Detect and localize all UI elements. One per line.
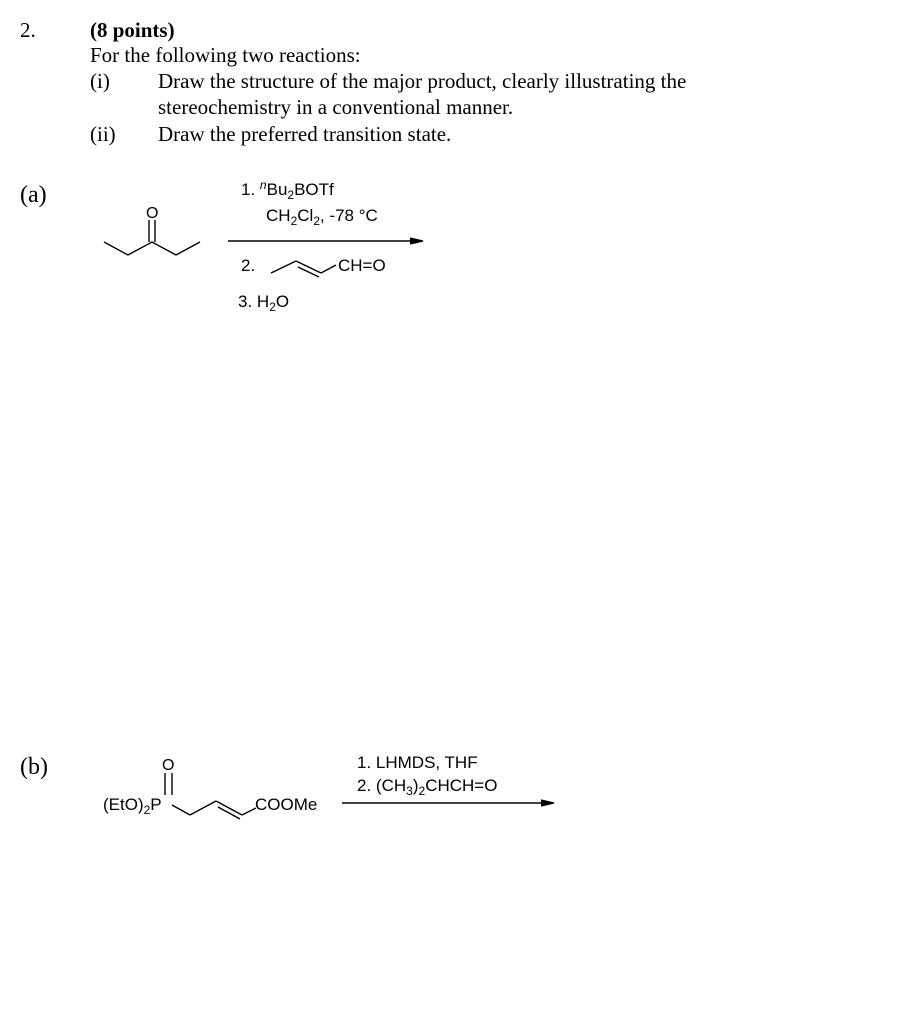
step-a3-b: O xyxy=(275,292,290,311)
part-i-text-line1: Draw the structure of the major product, clearly illustrating the xyxy=(158,69,687,93)
reaction-a-label: (a) xyxy=(20,182,47,208)
step-a1-reagent-a: Bu xyxy=(266,180,288,199)
step-a1-cond-sub2: 2 xyxy=(313,214,320,228)
ester-group: COOMe xyxy=(255,795,318,814)
chain-bond-1 xyxy=(172,805,190,815)
step-a1-reagent-sub: 2 xyxy=(287,188,295,202)
phosphonate-sub: 2 xyxy=(143,803,151,817)
step-a1-cond-sub1: 2 xyxy=(290,214,298,228)
part-i-text-line2: stereochemistry in a conventional manner. xyxy=(158,95,514,119)
step-a1-reagent-b: BOTf xyxy=(294,180,334,199)
phosphonate-oxygen: O xyxy=(162,757,175,774)
part-ii-text: Draw the preferred transition state. xyxy=(158,122,452,146)
reaction-b-arrow-head xyxy=(541,800,554,806)
chain-bond-4 xyxy=(242,808,256,815)
part-ii-label: (ii) xyxy=(90,122,116,146)
step-a3-a: H xyxy=(256,292,270,311)
question-points: (8 points) xyxy=(90,18,175,42)
step-a1-superscript: n xyxy=(259,178,267,192)
step-b2-c: CHCH=O xyxy=(425,776,498,795)
phosphonate-a: (EtO) xyxy=(103,795,144,814)
step-a3-number: 3. xyxy=(238,292,253,311)
chain-bond-2 xyxy=(190,801,216,815)
step-a2-aldehyde: CH=O xyxy=(338,256,386,275)
phosphonate-b: P xyxy=(150,795,162,814)
step-a1-cond-a: CH xyxy=(266,206,291,225)
step-a3-sub: 2 xyxy=(269,300,276,314)
step-b2-number: 2. xyxy=(357,776,372,795)
step-b2-a: (CH xyxy=(375,776,407,795)
step-a1-cond-b: Cl xyxy=(297,206,314,225)
phosphonate-group xyxy=(103,795,162,817)
step-b2 xyxy=(357,776,498,798)
step-b2-b: ) xyxy=(412,776,419,795)
question-number: 2. xyxy=(20,18,36,42)
step-a2-number: 2. xyxy=(241,256,256,275)
step-a1-cond-c: , -78 °C xyxy=(320,206,378,225)
part-i-label: (i) xyxy=(90,69,110,93)
step-b2-sub1: 3 xyxy=(406,784,413,798)
chain-bond-3b xyxy=(218,807,240,819)
step-a1-number: 1. xyxy=(241,180,256,199)
reaction-b-label: (b) xyxy=(20,754,48,780)
ketone-oxygen: O xyxy=(146,205,159,222)
step-b2-sub2: 2 xyxy=(418,784,426,798)
step-b1: 1. LHMDS, THF xyxy=(357,753,478,772)
question-intro: For the following two reactions: xyxy=(90,43,361,67)
